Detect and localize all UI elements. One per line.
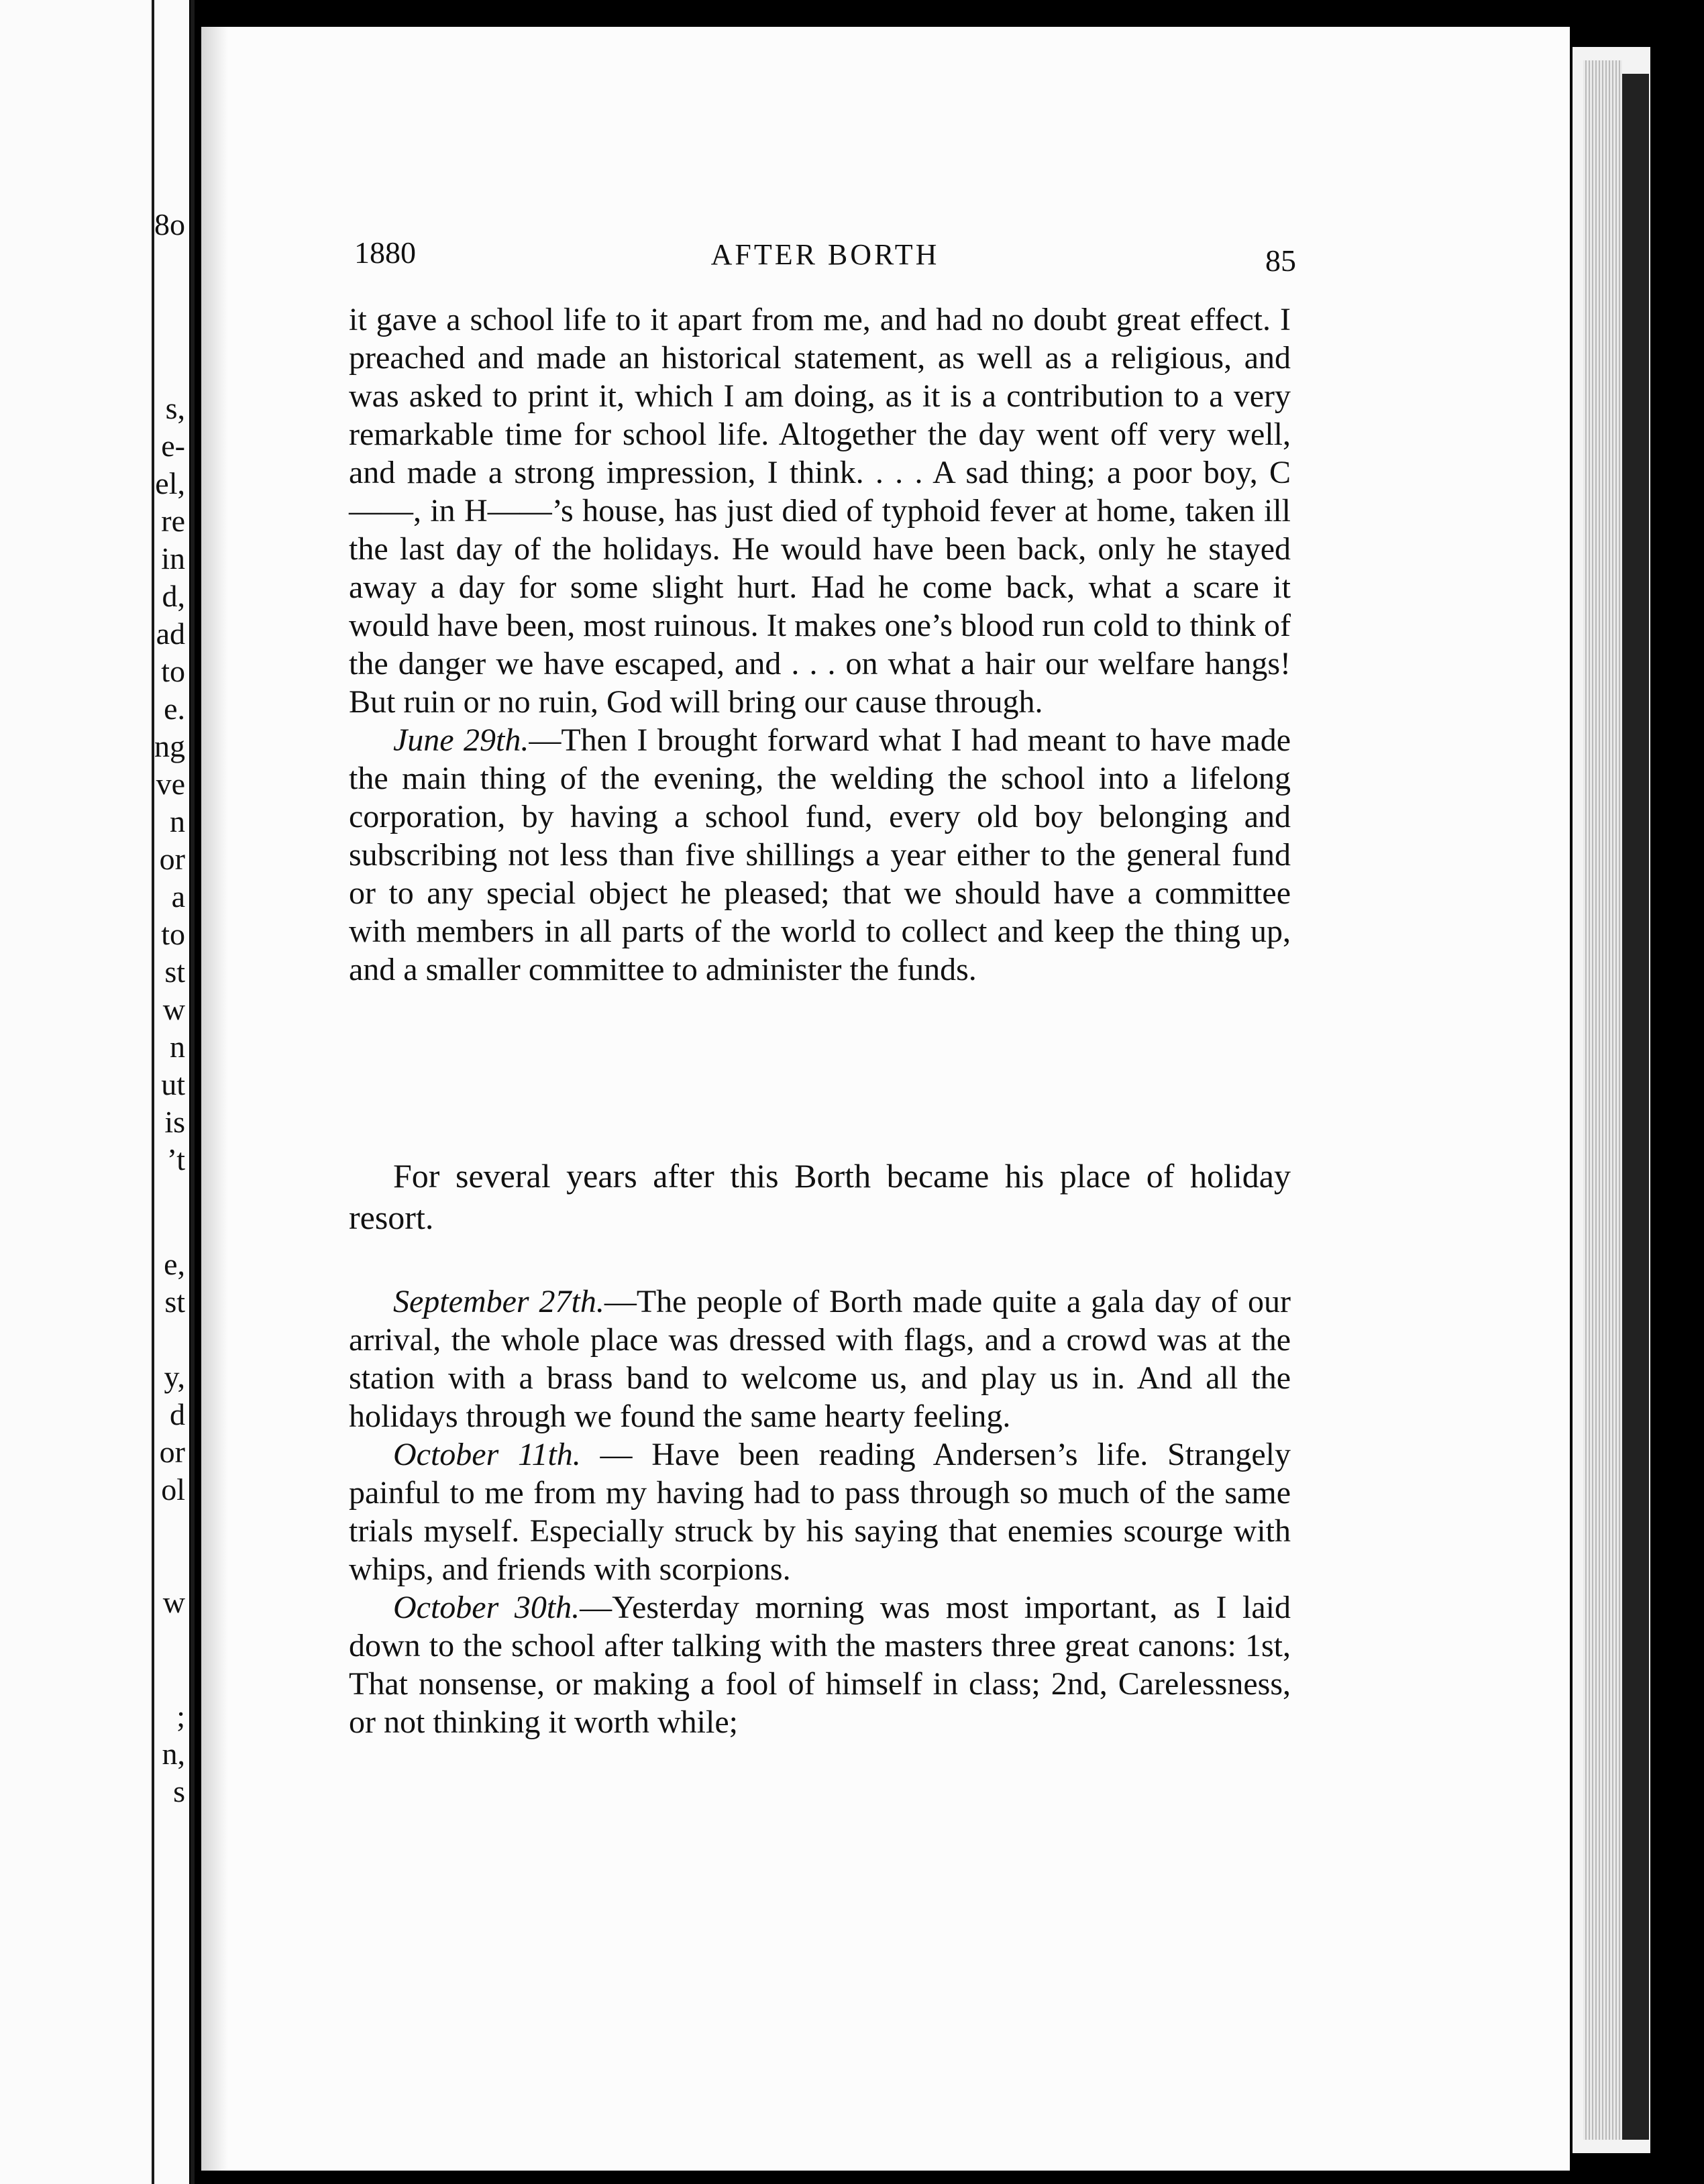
diary-entry-october-11 xyxy=(349,1435,1291,1588)
entry-date: June 29th. xyxy=(393,722,529,758)
running-head-title: AFTER BORTH xyxy=(710,238,940,271)
left-page-fragment: or xyxy=(159,842,185,876)
left-page-fragment: e. xyxy=(164,692,185,726)
left-page-fragment: d, xyxy=(162,579,185,613)
left-page-fragment: a xyxy=(171,879,185,914)
left-page-fragment: el, xyxy=(155,466,185,500)
book-cover-edge xyxy=(1622,74,1649,2140)
diary-entry-october-30 xyxy=(349,1588,1291,1741)
running-head xyxy=(354,235,1296,278)
gutter-fold-line xyxy=(191,0,195,2184)
left-page-fragment: ; xyxy=(176,1699,185,1733)
left-page-fragment: 8o xyxy=(154,207,185,241)
page-edge-stack xyxy=(1583,60,1622,2140)
entry-text: —Then I brought forward what I had meant to have made the main thing of the evening, the welding the school into a lifelong corporation, by having a school fund, every old boy belonging and subscribing not less than five shillings a year either to the general fund or to any special object he pleased; that we should have a committee with members in all parts of the world to collect and keep the thing up, and a smaller committee to administer the funds. xyxy=(349,722,1291,987)
spine-shadow xyxy=(201,27,228,2171)
gutter-shadow-line xyxy=(152,0,154,2184)
left-page-fragment: ng xyxy=(154,729,185,763)
left-page-fragment: n, xyxy=(162,1737,185,1771)
left-page-fragment: st xyxy=(164,1285,185,1319)
diary-entry-june xyxy=(349,721,1291,989)
left-page-fragment: to xyxy=(161,917,185,951)
left-page-fragment: ’t xyxy=(166,1142,185,1177)
diary-entry-september xyxy=(349,1282,1291,1435)
left-page-fragment: ad xyxy=(156,616,185,651)
left-page-fragment: ve xyxy=(156,767,185,801)
left-page-fragment: y, xyxy=(164,1360,185,1394)
left-page-fragment: ol xyxy=(161,1472,185,1507)
entry-date: October 30th. xyxy=(393,1590,580,1625)
left-page-fragment: s, xyxy=(165,391,185,425)
left-page-fragment: n xyxy=(170,1030,185,1064)
left-page-fragment: is xyxy=(164,1105,185,1139)
left-page-fragment: d xyxy=(170,1397,185,1431)
left-page-fragment: e, xyxy=(164,1247,185,1281)
narrative-paragraph: For several years after this Borth became his place of holiday resort. xyxy=(349,1157,1291,1236)
diary-text-upper xyxy=(349,301,1291,989)
left-page-fragment: ut xyxy=(161,1067,185,1101)
left-page-fragment: or xyxy=(159,1435,185,1469)
entry-text: — Have been reading Andersen’s life. Strangely painful to me from my having had to pass through so much of the same trials myself. Especially struck by his saying that enemies scourge with whips, and friends with scorpions. xyxy=(349,1437,1291,1587)
left-page-fragment: e- xyxy=(161,429,185,463)
left-page-fragment: st xyxy=(164,954,185,989)
entry-date: October 11th. xyxy=(393,1437,581,1472)
narrative-text xyxy=(349,1155,1291,1238)
left-page-fragment: w xyxy=(162,992,185,1026)
left-page-fragment: n xyxy=(170,804,185,838)
left-page-fragment: s xyxy=(173,1774,185,1808)
entry-text: —Yesterday morning was most important, as I laid down to the school after talking with the masters three great canons: 1st, That nonsense, or making a fool of himself in class; 2nd, Carelessness, or not thinking it worth while; xyxy=(349,1590,1291,1740)
left-page-fragment: w xyxy=(162,1585,185,1619)
left-page-fragment: to xyxy=(161,654,185,688)
left-facing-page xyxy=(0,0,189,2184)
left-page-fragment: in xyxy=(161,541,185,576)
page-number: 85 xyxy=(1265,243,1296,278)
paragraph: it gave a school life to it apart from me, and had no doubt great effect. I preached and made an historical statement, as well as a religious, and was asked to print it, which I am doing, as it is a contribution to a very remarkable time for school life. Altogether the day went off very well, and made a strong impression, I think. . . . A sad thing; a poor boy, C——, in H——’s house, has just died of typhoid fever at home, taken ill the last day of the holidays. He would have been back, only he stayed away a day for some slight hurt. Had he come back, what a scare it would have been, most ruinous. It makes one’s blood run cold to think of the danger we have escaped, and . . . on what a hair our welfare hangs! But ruin or no ruin, God will bring our cause through. xyxy=(349,302,1291,720)
entry-date: September 27th. xyxy=(393,1284,604,1319)
running-head-year: 1880 xyxy=(354,235,416,270)
left-page-fragment: re xyxy=(161,504,185,538)
entry-text: —The people of Borth made quite a gala day of our arrival, the whole place was dressed with flags, and a crowd was at the station with a brass band to welcome us, and play us in. And all the holidays through we found the same hearty feeling. xyxy=(349,1284,1291,1434)
diary-text-lower xyxy=(349,1282,1291,1741)
